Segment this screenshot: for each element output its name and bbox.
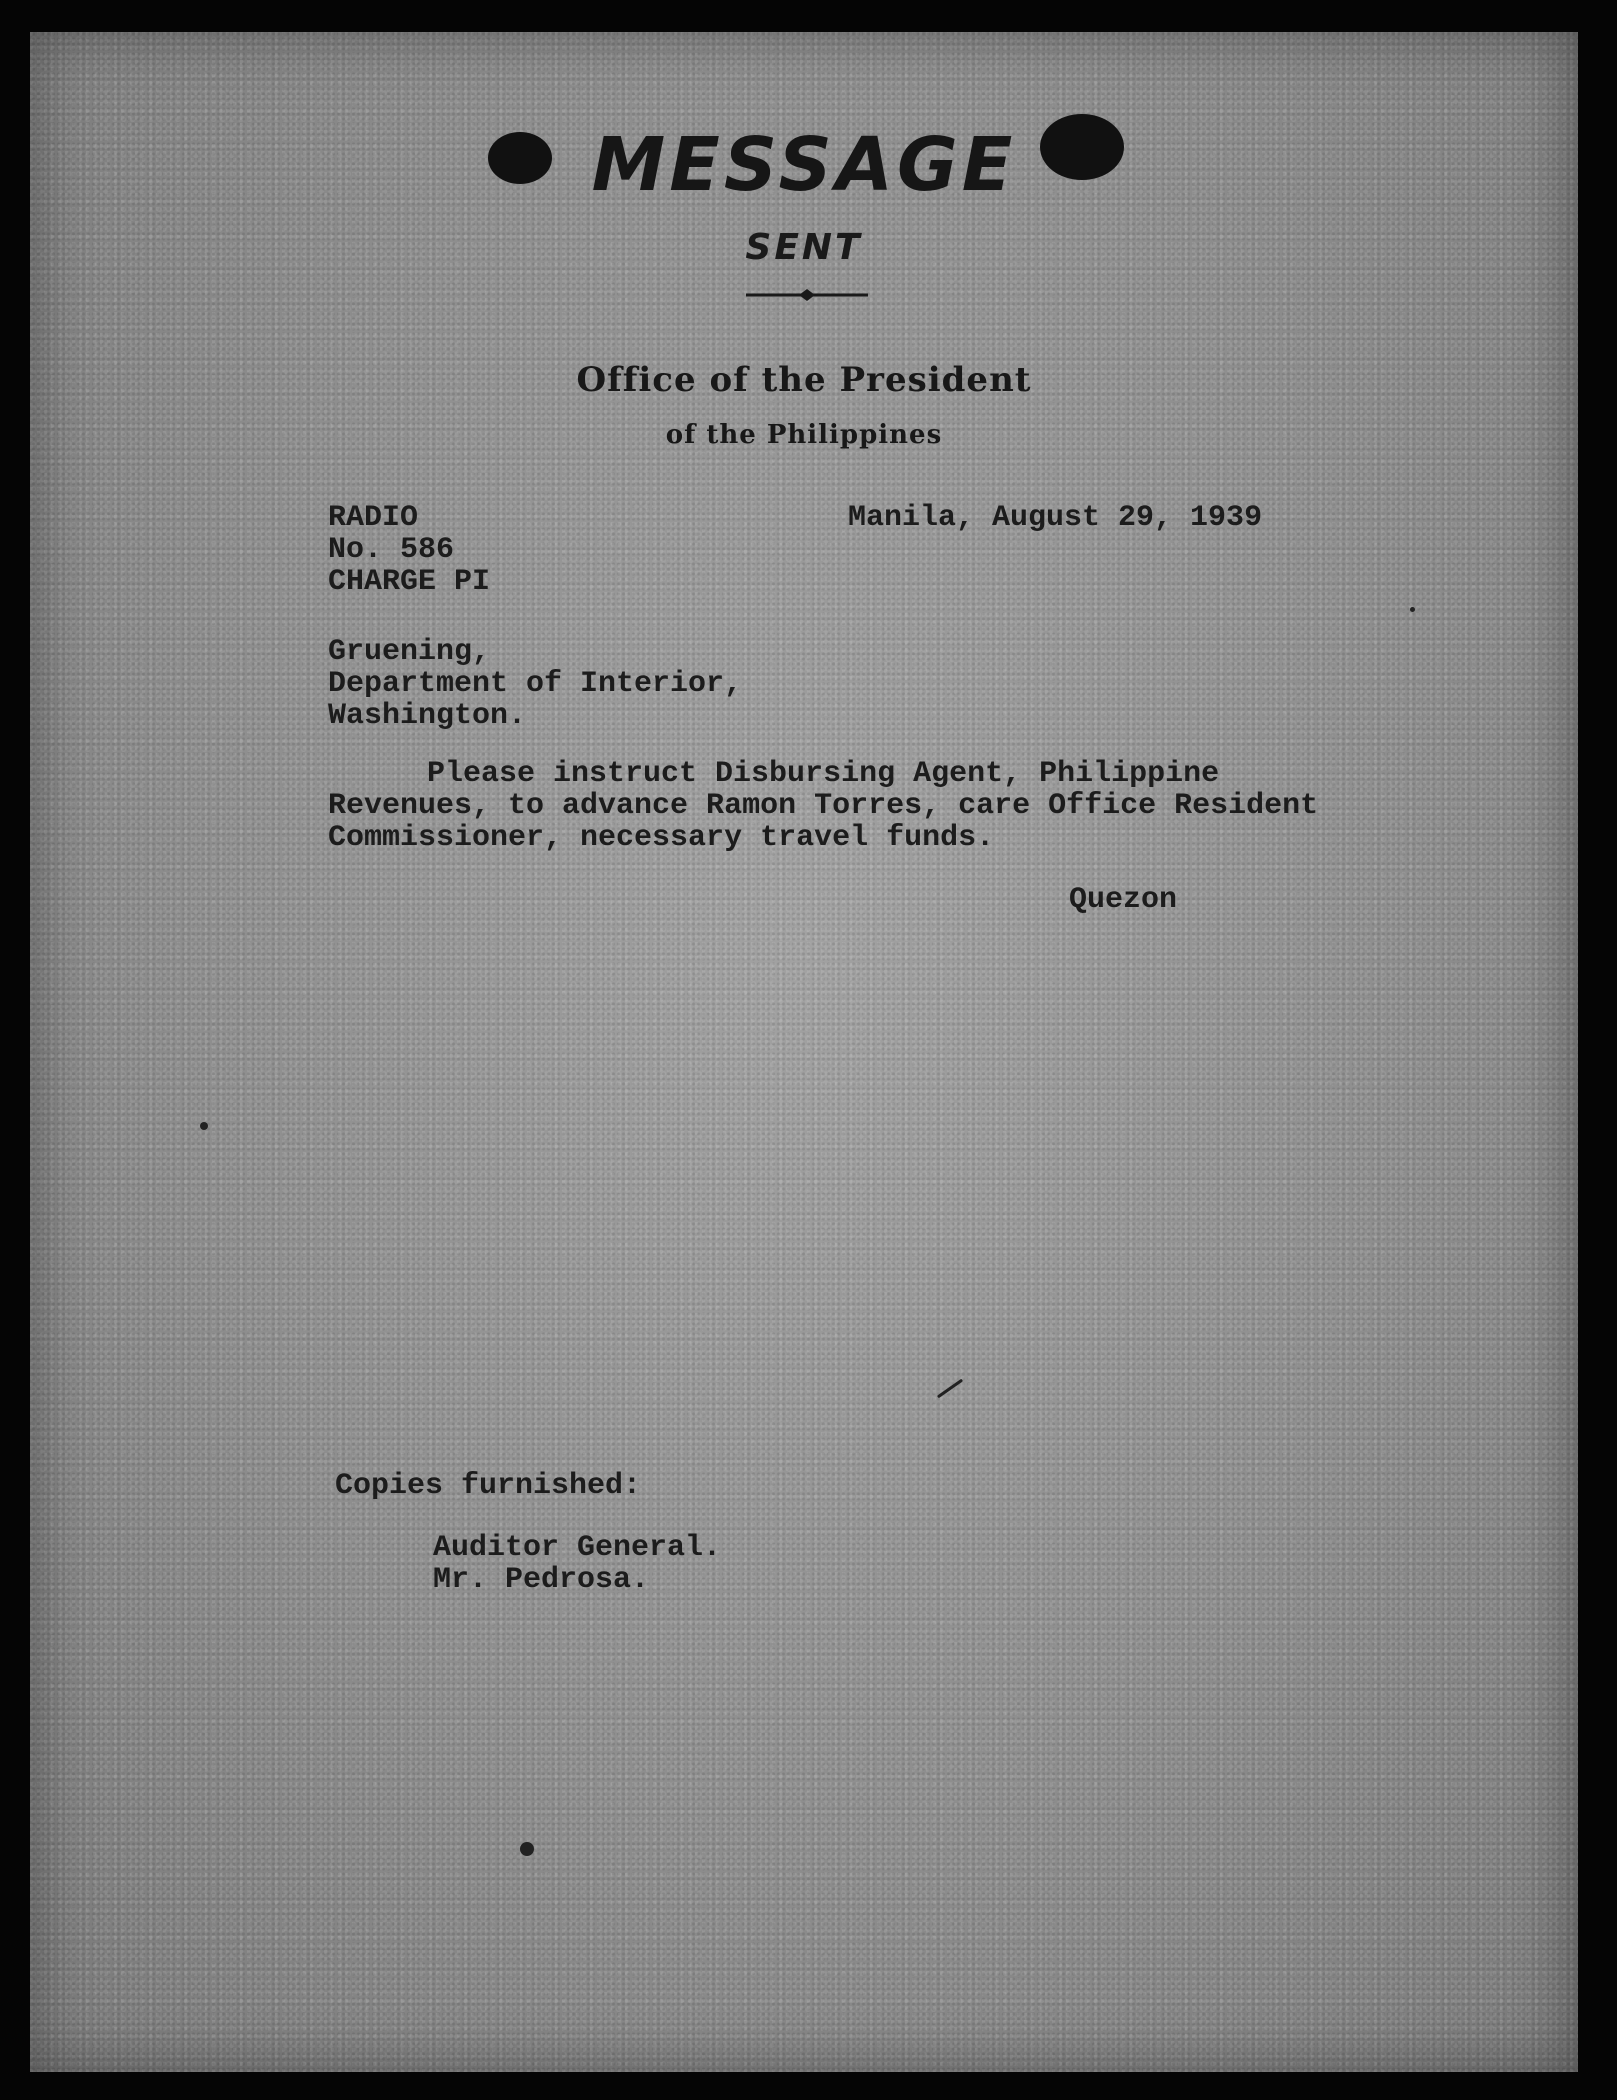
- addressee-name: Gruening,: [328, 635, 491, 669]
- addressee-city: Washington.: [328, 699, 527, 733]
- letterhead-subtitle: SENT: [745, 227, 863, 268]
- routing-number: No. 586: [328, 533, 455, 567]
- speck-mark: [1410, 607, 1415, 612]
- office-subtitle: of the Philippines: [665, 420, 943, 450]
- speck-mark: [937, 1379, 963, 1399]
- signature: Quezon: [1069, 883, 1178, 917]
- body-line-2: Revenues, to advance Ramon Torres, care Office Resident: [328, 789, 1319, 823]
- body-line-3: Commissioner, necessary travel funds.: [328, 821, 995, 855]
- addressee-department: Department of Interior,: [328, 667, 743, 701]
- speck-mark: [520, 1842, 534, 1856]
- divider-ornament: [746, 287, 868, 303]
- routing-charge: CHARGE PI: [328, 565, 491, 599]
- office-title: Office of the President: [576, 360, 1032, 400]
- routing-radio: RADIO: [328, 501, 419, 535]
- copies-heading: Copies furnished:: [335, 1469, 642, 1503]
- speck-mark: [200, 1122, 208, 1130]
- document-sheet: [30, 32, 1578, 2072]
- copies-item: Mr. Pedrosa.: [433, 1563, 650, 1597]
- body-line-1: Please instruct Disbursing Agent, Philippine: [427, 757, 1220, 791]
- copies-item: Auditor General.: [433, 1531, 722, 1565]
- dateline: Manila, August 29, 1939: [848, 501, 1263, 535]
- letterhead-title: MESSAGE: [591, 122, 1017, 208]
